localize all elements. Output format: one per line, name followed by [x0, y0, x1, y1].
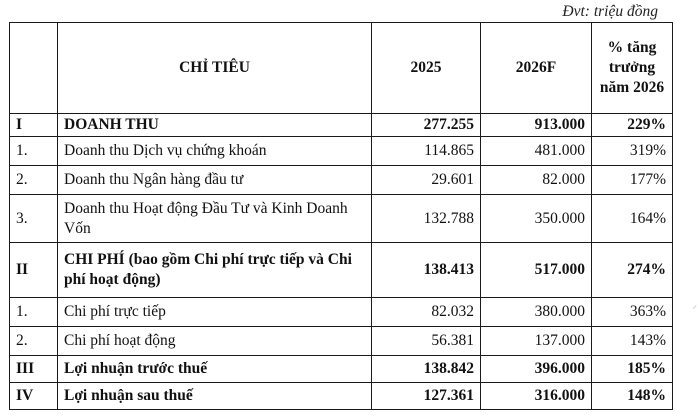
- row-value-2026f: 82.000: [481, 166, 592, 195]
- row-name: Lợi nhuận trước thuế: [58, 356, 372, 383]
- row-value-2025: 277.255: [372, 114, 481, 137]
- row-value-2025: 82.032: [372, 298, 481, 327]
- header-growth: % tăng trưởng năm 2026: [592, 23, 673, 114]
- table-row: [10, 327, 673, 356]
- row-value-2025: 138.413: [372, 243, 481, 298]
- row-no: 3.: [10, 195, 58, 243]
- row-no: II: [10, 243, 58, 298]
- row-name: Doanh thu Hoạt động Đầu Tư và Kinh Doanh Vốn: [58, 195, 372, 243]
- row-value-2025: 114.865: [372, 137, 481, 166]
- header-2026f: 2026F: [481, 23, 592, 114]
- financial-plan-table: [9, 22, 673, 410]
- row-value-2025: 138.842: [372, 356, 481, 383]
- edge-mark-icon: ⸝: [692, 300, 697, 310]
- row-name: Lợi nhuận sau thuế: [58, 383, 372, 410]
- table-row: [10, 166, 673, 195]
- table-row: [10, 298, 673, 327]
- row-no: III: [10, 356, 58, 383]
- row-growth: 143%: [592, 327, 673, 356]
- row-growth: 185%: [592, 356, 673, 383]
- row-value-2026f: 350.000: [481, 195, 592, 243]
- row-value-2025: 127.361: [372, 383, 481, 410]
- table-header-row: [10, 23, 673, 114]
- row-growth: 229%: [592, 114, 673, 137]
- table-row-expenses: [10, 243, 673, 298]
- row-growth: 177%: [592, 166, 673, 195]
- unit-note: Đvt: triệu đồng: [562, 3, 658, 20]
- row-no: IV: [10, 383, 58, 410]
- row-value-2025: 29.601: [372, 166, 481, 195]
- table-row: [10, 195, 673, 243]
- row-growth: 363%: [592, 298, 673, 327]
- row-value-2026f: 316.000: [481, 383, 592, 410]
- row-no: 2.: [10, 327, 58, 356]
- table-row-revenue: [10, 114, 673, 137]
- row-name: Doanh thu Dịch vụ chứng khoán: [58, 137, 372, 166]
- row-value-2026f: 137.000: [481, 327, 592, 356]
- row-value-2025: 56.381: [372, 327, 481, 356]
- row-value-2026f: 380.000: [481, 298, 592, 327]
- row-growth: 164%: [592, 195, 673, 243]
- header-no: [10, 23, 58, 114]
- row-growth: 274%: [592, 243, 673, 298]
- row-value-2026f: 913.000: [481, 114, 592, 137]
- row-value-2026f: 481.000: [481, 137, 592, 166]
- row-name: Chi phí trực tiếp: [58, 298, 372, 327]
- row-value-2025: 132.788: [372, 195, 481, 243]
- row-value-2026f: 517.000: [481, 243, 592, 298]
- row-no: 2.: [10, 166, 58, 195]
- row-name: DOANH THU: [58, 114, 372, 137]
- header-2025: 2025: [372, 23, 481, 114]
- row-name: Chi phí hoạt động: [58, 327, 372, 356]
- row-name: Doanh thu Ngân hàng đầu tư: [58, 166, 372, 195]
- row-no: I: [10, 114, 58, 137]
- row-no: 1.: [10, 298, 58, 327]
- row-growth: 319%: [592, 137, 673, 166]
- table-row-profit-after-tax: [10, 383, 673, 410]
- row-no: 1.: [10, 137, 58, 166]
- row-value-2026f: 396.000: [481, 356, 592, 383]
- row-name: CHI PHÍ (bao gồm Chi phí trực tiếp và Chi phí hoạt động): [58, 243, 372, 298]
- row-growth: 148%: [592, 383, 673, 410]
- table-row-profit-before-tax: [10, 356, 673, 383]
- header-name: CHỈ TIÊU: [58, 23, 372, 114]
- table-row: [10, 137, 673, 166]
